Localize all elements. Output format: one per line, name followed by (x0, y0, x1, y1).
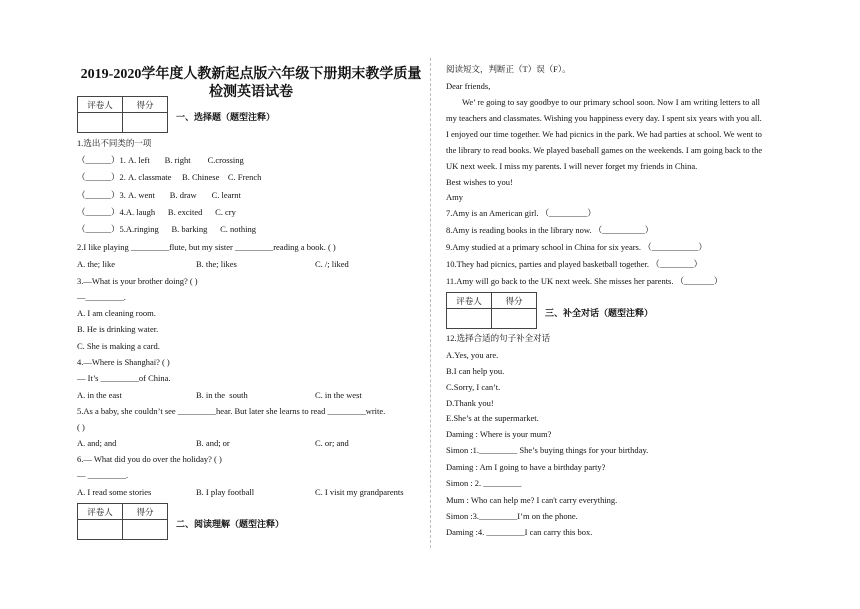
grader-cell[interactable] (78, 520, 123, 540)
q1-item-4: （______）4.A. laugh B. excited C. cry (77, 207, 236, 217)
grader-label: 评卷人 (78, 504, 123, 520)
letter-line-1: We’ re going to say goodbye to our primary school soon. Now I am writing letters to all (462, 97, 761, 107)
q6-blank: — _________. (77, 470, 128, 480)
q1-item-5: （______）5.A.ringing B. barking C. nothing (77, 224, 256, 234)
letter-line-4: the library to read books. We played baseball games on the weekends. I am going back to the (446, 145, 763, 155)
q4-option-c[interactable]: C. in the west (315, 390, 362, 400)
q4-answer-line: — It’s _________of China. (77, 373, 171, 383)
score-label: 得分 (123, 504, 168, 520)
dialogue-line-1: Daming : Where is your mum? (446, 429, 552, 439)
section3-heading: 三、补全对话（题型注释） (545, 309, 654, 319)
letter-line-3: I enjoyed our time together. We had picnics in the park. We had parties at school. We went to (446, 129, 762, 139)
q4-option-a[interactable]: A. in the east (77, 390, 122, 400)
q5-option-c[interactable]: C. or; and (315, 438, 349, 448)
score-label: 得分 (123, 97, 168, 113)
dialogue-option-a: A.Yes, you are. (446, 350, 499, 360)
q4-option-b[interactable]: B. in the south (196, 390, 248, 400)
q1-prompt: 1.选出不同类的一项 (77, 138, 152, 148)
letter-line-5: UK next week. I miss my parents. I will never forget my friends in China. (446, 161, 698, 171)
dialogue-option-b: B.I can help you. (446, 366, 505, 376)
q3-option-b[interactable]: B. He is drinking water. (77, 324, 159, 334)
score-box-3 (446, 292, 537, 329)
column-divider (430, 58, 431, 548)
dialogue-option-e: E.She’s at the supermarket. (446, 413, 539, 423)
score-box-1 (77, 96, 168, 133)
score-cell[interactable] (123, 113, 168, 133)
letter-signature: Amy (446, 192, 463, 202)
statement-11: 11.Amy will go back to the UK next week. She misses her parents. （_______） (446, 276, 723, 286)
score-cell[interactable] (123, 520, 168, 540)
q3-blank: —_________. (77, 292, 126, 302)
dialogue-line-7: Daming :4. _________I can carry this box. (446, 527, 593, 537)
q5-paren: ( ) (77, 422, 85, 432)
statement-7: 7.Amy is an American girl. （_________） (446, 208, 596, 218)
reading-instruction: 阅读短文，判断正（T）误（F）。 (446, 64, 571, 74)
dialogue-line-4: Simon : 2. _________ (446, 478, 522, 488)
q3-option-a[interactable]: A. I am cleaning room. (77, 308, 156, 318)
grader-cell[interactable] (78, 113, 123, 133)
q5-prompt: 5.As a baby, she couldn’t see _________hear. But later she learns to read _________write. (77, 406, 386, 416)
q1-item-2: （______）2. A. classmate B. Chinese C. French (77, 172, 262, 182)
letter-closing: Best wishes to you! (446, 177, 513, 187)
q6-option-a[interactable]: A. I read some stories (77, 487, 152, 497)
dialogue-line-3: Daming : Am I going to have a birthday party? (446, 462, 606, 472)
q1-item-1: （______）1. A. left B. right C.crossing (77, 155, 244, 165)
q2-option-a[interactable]: A. the; like (77, 259, 116, 269)
exam-title: 2019-2020学年度人教新起点版六年级下册期末教学质量检测英语试卷 (80, 67, 422, 100)
q6-option-b[interactable]: B. I play football (196, 487, 255, 497)
statement-10: 10.They had picnics, parties and played basketball together. （________） (446, 259, 703, 269)
q2-option-b[interactable]: B. the; likes (196, 259, 237, 269)
dialogue-line-5: Mum : Who can help me? I can't carry everything. (446, 495, 618, 505)
score-box-2 (77, 503, 168, 540)
q5-option-a[interactable]: A. and; and (77, 438, 117, 448)
q6-prompt: 6.— What did you do over the holiday? ( ) (77, 454, 222, 464)
dialogue-option-c: C.Sorry, I can’t. (446, 382, 501, 392)
grader-cell[interactable] (447, 309, 492, 329)
statement-8: 8.Amy is reading books in the library now. （__________） (446, 225, 654, 235)
dialogue-line-6: Simon :3._________I’m on the phone. (446, 511, 578, 521)
dialogue-option-d: D.Thank you! (446, 398, 494, 408)
q6-option-c[interactable]: C. I visit my grandparents (315, 487, 404, 497)
q2-option-c[interactable]: C. /; liked (315, 259, 349, 269)
score-cell[interactable] (492, 309, 537, 329)
q3-prompt: 3.—What is your brother doing? ( ) (77, 276, 198, 286)
statement-9: 9.Amy studied at a primary school in China for six years. （___________） (446, 242, 707, 252)
q5-option-b[interactable]: B. and; or (196, 438, 230, 448)
q1-item-3: （______）3. A. went B. draw C. learnt (77, 190, 241, 200)
q12-prompt: 12.选择合适的句子补全对话 (446, 333, 551, 343)
q3-option-c[interactable]: C. She is making a card. (77, 341, 160, 351)
letter-salutation: Dear friends, (446, 81, 491, 91)
section2-heading: 二、阅读理解（题型注释） (176, 520, 285, 530)
section1-heading: 一、选择题（题型注释） (176, 113, 276, 123)
score-label: 得分 (492, 293, 537, 309)
grader-label: 评卷人 (78, 97, 123, 113)
grader-label: 评卷人 (447, 293, 492, 309)
letter-line-2: my teachers and classmates. Wishing you happiness every day. I spent six years with you all. (446, 113, 762, 123)
q4-prompt: 4.—Where is Shanghai? ( ) (77, 357, 170, 367)
dialogue-line-2: Simon :1._________ She’s buying things for your birthday. (446, 445, 649, 455)
q2-prompt: 2.I like playing _________flute, but my sister _________reading a book. ( ) (77, 242, 336, 252)
